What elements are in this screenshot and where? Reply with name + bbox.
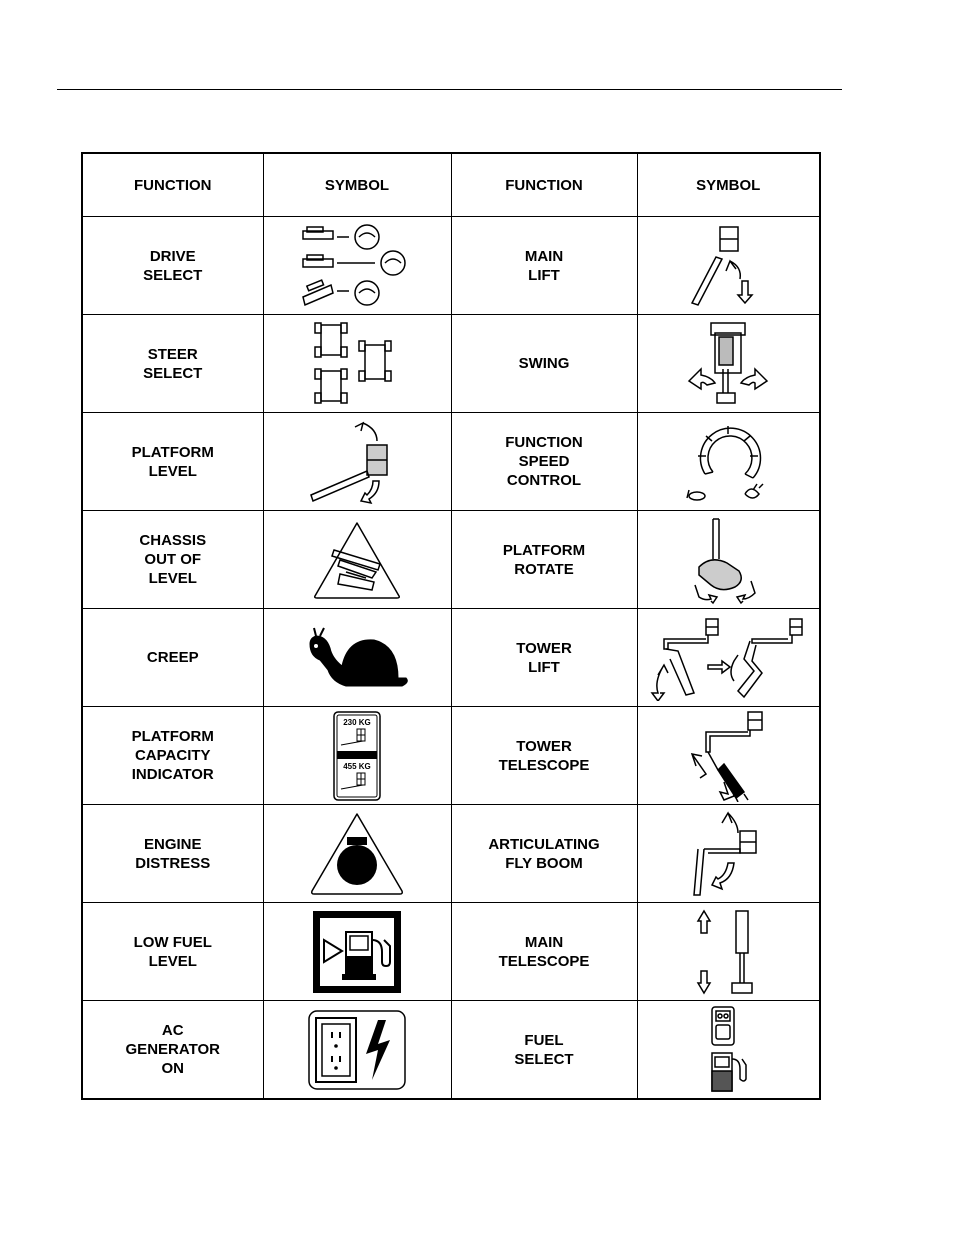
function-label: FUNCTION SPEED CONTROL — [451, 413, 637, 511]
function-label: MAIN TELESCOPE — [451, 903, 637, 1001]
function-speed-control-icon — [683, 418, 773, 506]
creep-snail-icon — [302, 626, 412, 690]
table-row — [82, 217, 820, 315]
function-label: STEER SELECT — [82, 315, 263, 413]
articulating-fly-boom-icon — [688, 809, 768, 899]
function-label: TOWER TELESCOPE — [451, 707, 637, 805]
table-row — [82, 609, 820, 707]
function-label: PLATFORM CAPACITY INDICATOR — [82, 707, 263, 805]
function-label: CHASSIS OUT OF LEVEL — [82, 511, 263, 609]
header-function-1: FUNCTION — [82, 153, 263, 217]
header-symbol-2: SYMBOL — [637, 153, 820, 217]
function-label: ENGINE DISTRESS — [82, 805, 263, 903]
tower-lift-icon — [648, 615, 808, 701]
steer-select-icon — [307, 319, 407, 409]
function-label: PLATFORM ROTATE — [451, 511, 637, 609]
function-label: TOWER LIFT — [451, 609, 637, 707]
swing-icon — [683, 319, 773, 409]
function-symbol-table — [81, 152, 821, 1100]
table-row — [82, 1001, 820, 1100]
main-lift-icon — [688, 223, 768, 309]
table-row — [82, 511, 820, 609]
table-header-row — [82, 153, 820, 217]
ac-generator-icon — [308, 1010, 406, 1090]
function-label: PLATFORM LEVEL — [82, 413, 263, 511]
capacity-bottom-label: 455 KG — [343, 761, 371, 771]
chassis-out-of-level-icon — [312, 520, 402, 600]
platform-capacity-icon — [333, 711, 381, 801]
table-row — [82, 315, 820, 413]
function-label: FUEL SELECT — [451, 1001, 637, 1100]
table-row — [82, 805, 820, 903]
platform-rotate-icon — [693, 515, 763, 605]
tower-telescope-icon — [678, 710, 778, 802]
fuel-select-icon — [698, 1005, 758, 1095]
platform-level-icon — [307, 419, 407, 505]
function-label: SWING — [451, 315, 637, 413]
table-row — [82, 413, 820, 511]
function-label: ARTICULATING FLY BOOM — [451, 805, 637, 903]
capacity-top-label: 230 KG — [343, 717, 371, 727]
header-symbol-1: SYMBOL — [263, 153, 451, 217]
drive-select-icon — [297, 223, 417, 309]
engine-distress-icon — [309, 811, 405, 897]
function-label: DRIVE SELECT — [82, 217, 263, 315]
main-telescope-icon — [688, 907, 768, 997]
header-rule — [57, 89, 842, 90]
header-function-2: FUNCTION — [451, 153, 637, 217]
table-row — [82, 707, 820, 805]
low-fuel-level-icon — [312, 910, 402, 994]
function-label: MAIN LIFT — [451, 217, 637, 315]
function-label: LOW FUEL LEVEL — [82, 903, 263, 1001]
function-label: AC GENERATOR ON — [82, 1001, 263, 1100]
function-label: CREEP — [82, 609, 263, 707]
table-row — [82, 903, 820, 1001]
